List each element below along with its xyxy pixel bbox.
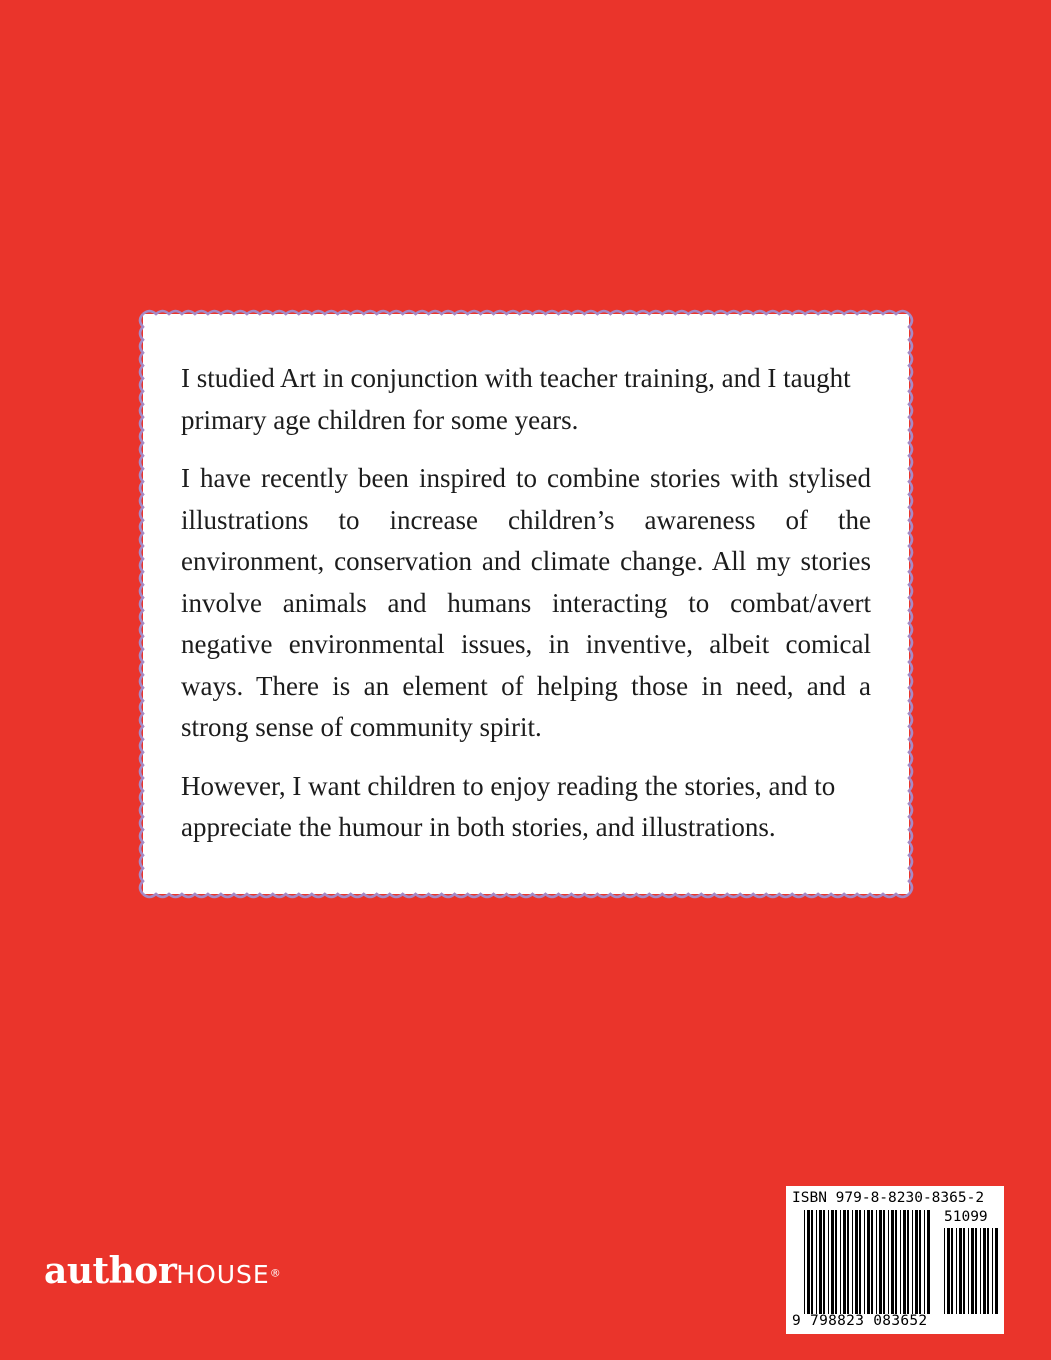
barcode-bar bbox=[823, 1210, 825, 1314]
barcode-bar bbox=[864, 1210, 865, 1314]
barcode-bar bbox=[900, 1210, 901, 1314]
barcode-bar bbox=[963, 1228, 965, 1314]
barcode-bar bbox=[944, 1228, 945, 1314]
barcode-bar bbox=[835, 1210, 837, 1314]
barcode-bar bbox=[995, 1228, 998, 1314]
panel-body bbox=[181, 358, 871, 849]
barcode-bar bbox=[975, 1228, 977, 1314]
barcode-bar bbox=[983, 1228, 986, 1314]
logo-author-text: author bbox=[44, 1250, 177, 1292]
barcode-bar bbox=[971, 1228, 974, 1314]
barcode-bar bbox=[992, 1228, 993, 1314]
barcode-bar bbox=[807, 1210, 810, 1314]
barcode-bar bbox=[816, 1210, 817, 1314]
paragraph-background: I studied Art in conjunction with teacher training, and I taught primary age children for some years. bbox=[181, 363, 851, 435]
barcode-bar bbox=[888, 1210, 889, 1314]
barcode-digits: 9 798823 083652 bbox=[792, 1313, 928, 1329]
scallop-edge bbox=[143, 311, 909, 314]
barcode-bar bbox=[912, 1210, 913, 1314]
barcode-bar bbox=[871, 1210, 873, 1314]
barcode-bar bbox=[883, 1210, 885, 1314]
barcode-bar bbox=[927, 1210, 930, 1314]
about-author-panel bbox=[137, 308, 915, 900]
barcode-bar bbox=[903, 1210, 906, 1314]
barcode-bar bbox=[951, 1228, 953, 1314]
barcode-bar bbox=[843, 1210, 846, 1314]
barcode-bar bbox=[804, 1210, 805, 1314]
barcode-bar bbox=[819, 1210, 822, 1314]
barcode-bar bbox=[876, 1210, 877, 1314]
barcode-bar bbox=[828, 1210, 829, 1314]
isbn-label: ISBN 979-8-8230-8365-2 bbox=[792, 1190, 985, 1206]
scallop-edge bbox=[143, 894, 909, 897]
barcode-bar bbox=[847, 1210, 849, 1314]
barcode-bar bbox=[895, 1210, 897, 1314]
barcode-bar bbox=[840, 1210, 841, 1314]
barcode-bar bbox=[959, 1228, 962, 1314]
barcode-bar bbox=[956, 1228, 957, 1314]
paragraph-enjoyment: However, I want children to enjoy reading the stories, and to appreciate the humour in both stories, and illustrations. bbox=[181, 770, 836, 842]
barcode-bar bbox=[855, 1210, 858, 1314]
logo-house-text: HOUSE bbox=[176, 1260, 270, 1289]
barcode-bar bbox=[891, 1210, 894, 1314]
barcode-bar bbox=[980, 1228, 981, 1314]
scallop-edge bbox=[909, 314, 912, 894]
barcode-bar bbox=[919, 1210, 921, 1314]
barcode-bar bbox=[831, 1210, 834, 1314]
barcode-bar bbox=[811, 1210, 813, 1314]
barcode-bar bbox=[907, 1210, 909, 1314]
barcode-bar bbox=[968, 1228, 969, 1314]
barcode-bar bbox=[987, 1228, 989, 1314]
barcode-bar bbox=[852, 1210, 853, 1314]
publisher-logo bbox=[44, 1250, 281, 1292]
paragraph-inspiration: I have recently been inspired to combine stories with stylised illustrations to increase children’s awareness of the environment, conservation and climate change. All my stories involve animals and humans interacting to combat/avert negative environmental issues, in inventive, albeit comical ways. There is an element of helping those in need, and a strong sense of community spirit. bbox=[181, 463, 871, 742]
barcode-bar bbox=[924, 1210, 925, 1314]
price-code: 51099 bbox=[944, 1209, 988, 1225]
scallop-edge bbox=[140, 314, 143, 894]
isbn-barcode-block bbox=[786, 1186, 1004, 1334]
barcode-bar bbox=[915, 1210, 918, 1314]
barcode-bar bbox=[879, 1210, 882, 1314]
barcode-bar bbox=[867, 1210, 870, 1314]
registered-mark: ® bbox=[269, 1266, 281, 1280]
barcode-bar bbox=[947, 1228, 950, 1314]
barcode-bar bbox=[859, 1210, 861, 1314]
